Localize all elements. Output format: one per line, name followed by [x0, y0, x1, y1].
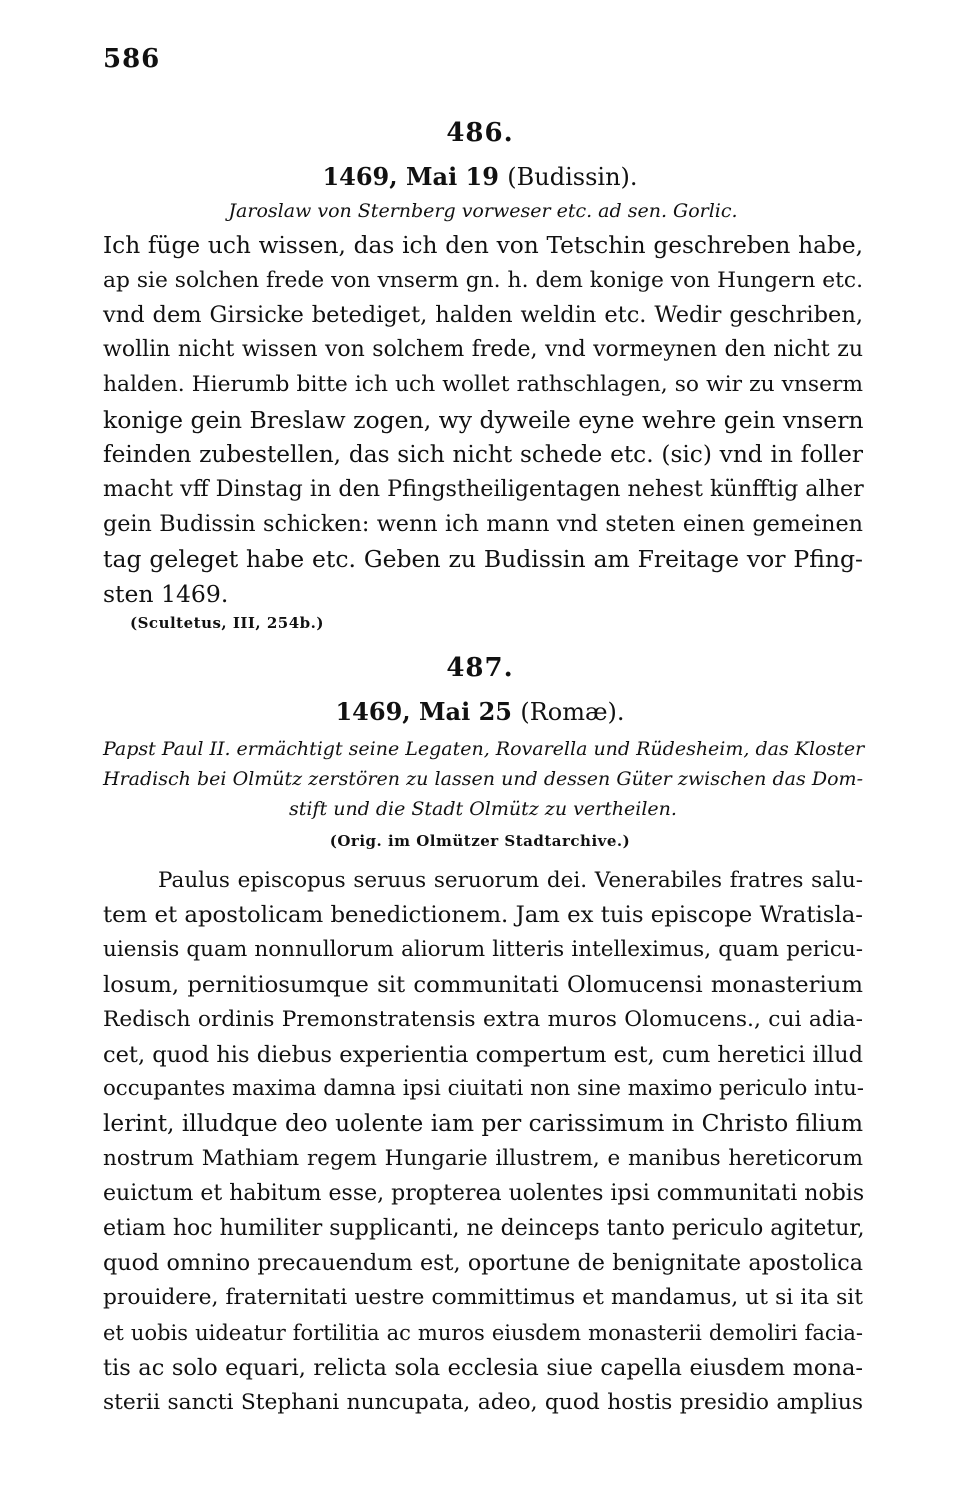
date-text: 1469, Mai 25 — [335, 697, 512, 726]
body-line: quod omnino precauendum est, oportune de benignitate apostolica — [103, 1250, 863, 1276]
body-line: Redisch ordinis Premonstratensis extra muros Olomucens., cui adia- — [103, 1007, 863, 1032]
body-line: wollin nicht wissen von solchem frede, vnd vormeynen den nicht zu — [103, 337, 863, 362]
body-line: et uobis uideatur fortilitia ac muros eiusdem monasterii demoliri facia- — [103, 1321, 863, 1345]
body-line: vnd dem Girsicke betediget, halden weldin etc. Wedir geschriben, — [103, 302, 863, 328]
document-date-486 — [0, 162, 960, 191]
body-line: euictum et habitum esse, propterea uolentes ipsi communitati nobis — [103, 1181, 865, 1206]
body-line: gein Budissin schicken: wenn ich mann vnd steten einen gemeinen — [103, 511, 863, 537]
body-line: lerint, illudque deo uolente iam per carissimum in Christo filium — [103, 1110, 863, 1137]
document-number-487: 487. — [446, 653, 514, 683]
body-line: losum, pernitiosumque sit communitati Olomucensi monasterium — [103, 972, 863, 998]
body-line: konige gein Breslaw zogen, wy dyweile eyne wehre gein vnsern — [103, 406, 864, 434]
body-line: ap sie solchen frede von vnserm gn. h. dem konige von Hungern etc. — [103, 268, 863, 293]
body-line: uiensis quam nonnullorum aliorum litteris intelleximus, quam pericu- — [103, 937, 863, 962]
document-regest-487 — [103, 734, 863, 824]
body-line: occupantes maxima damna ipsi ciuitati non sine maximo periculo intu- — [103, 1076, 864, 1101]
document-regest-486: Jaroslaw von Sternberg vorweser etc. ad sen. Gorlic. — [228, 200, 738, 222]
body-line: Ich füge uch wissen, das ich den von Tetschin geschreben habe, — [103, 232, 863, 259]
body-line: macht vff Dinstag in den Pfingstheiligentagen nehest künfftig alher — [103, 476, 864, 502]
body-line: sterii sancti Stephani nuncupata, adeo, quod hostis presidio amplius — [103, 1390, 863, 1415]
body-line: sten 1469. — [103, 580, 229, 608]
body-line: Paulus episcopus seruus seruorum dei. Venerabiles fratres salu- — [158, 868, 863, 893]
place-text: (Romæ). — [520, 698, 625, 726]
regest-line: stift und die Stadt Olmütz zu vertheilen. — [289, 798, 677, 820]
body-line: tag geleget habe etc. Geben zu Budissin am Freitage vor Pfing- — [103, 545, 863, 573]
body-line: tis ac solo equari, relicta sola ecclesia siue capella eiusdem mona- — [103, 1355, 863, 1381]
source-citation-486: (Scultetus, III, 254b.) — [130, 614, 324, 632]
regest-line: Hradisch bei Olmütz zerstören zu lassen und dessen Güter zwischen das Dom- — [103, 768, 863, 790]
body-line: tem et apostolicam benedictionem. Jam ex tuis episcope Wratisla- — [103, 902, 863, 928]
body-line: etiam hoc humiliter supplicanti, ne deinceps tanto periculo agitetur, — [103, 1216, 865, 1241]
body-line: halden. Hierumb bitte ich uch wollet rathschlagen, so wir zu vnserm — [103, 372, 863, 397]
body-line: cet, quod his diebus experientia compertum est, cum heretici illud — [103, 1042, 863, 1068]
document-date-487 — [0, 697, 960, 726]
place-text: (Budissin). — [507, 163, 638, 191]
regest-line: Papst Paul II. ermächtigt seine Legaten, Rovarella und Rüdesheim, das Kloster — [103, 738, 865, 760]
document-number-486: 486. — [446, 118, 514, 148]
date-text: 1469, Mai 19 — [322, 162, 499, 191]
source-citation-487: (Orig. im Olmützer Stadtarchive.) — [329, 832, 631, 850]
page-number: 586 — [103, 44, 161, 74]
body-line: feinden zubestellen, das sich nicht schede etc. (sic) vnd in foller — [103, 441, 863, 468]
body-line: nostrum Mathiam regem Hungarie illustrem, e manibus hereticorum — [103, 1146, 863, 1171]
body-line: prouidere, fraternitati uestre committimus et mandamus, ut si ita sit — [103, 1285, 863, 1310]
